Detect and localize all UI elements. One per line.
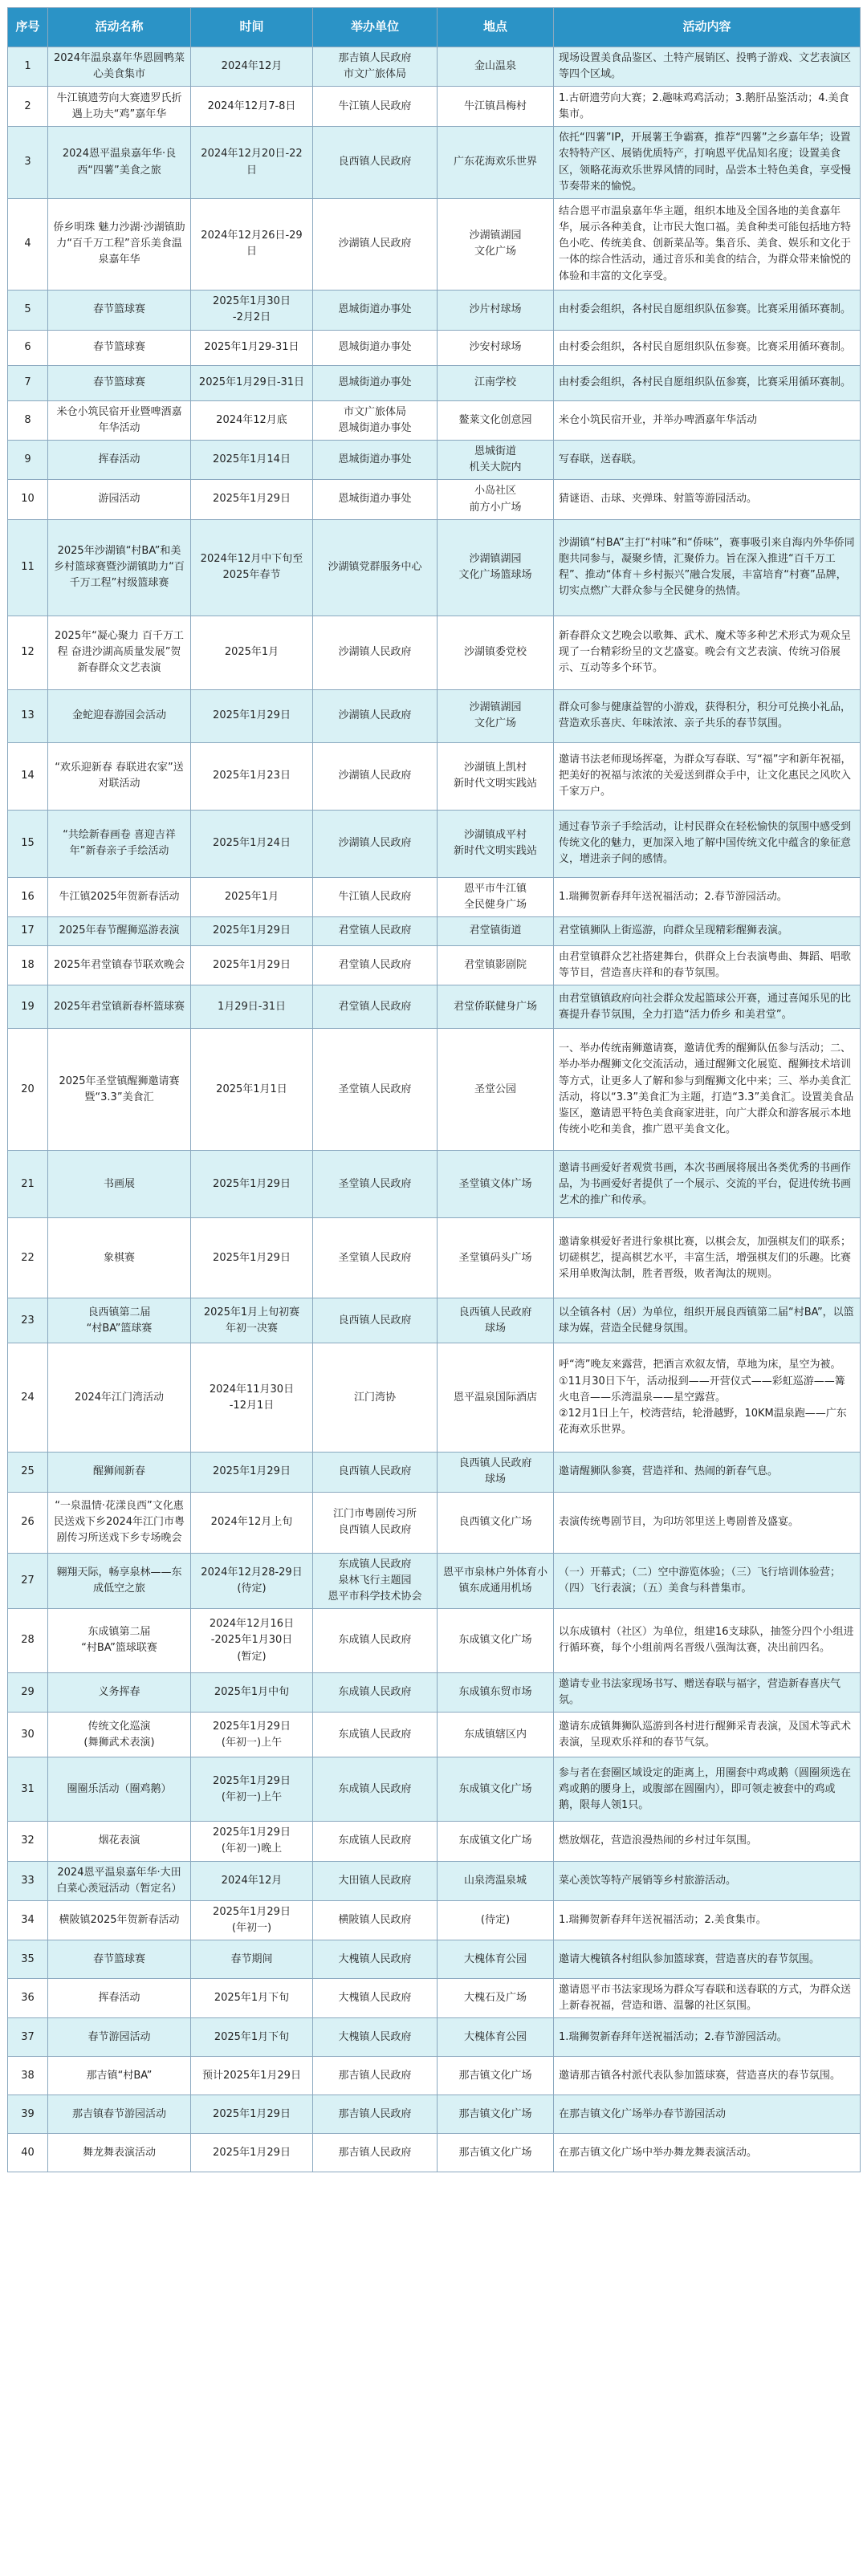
activity-content: 表演传统粤剧节目，为印坊邻里送上粤剧普及盛宴。 bbox=[554, 1492, 861, 1553]
row-index: 20 bbox=[8, 1029, 48, 1151]
location: 良西镇文化广场 bbox=[438, 1492, 554, 1553]
organizer: 君堂镇人民政府 bbox=[313, 945, 438, 985]
activity-time: 春节期间 bbox=[191, 1940, 313, 1979]
row-index: 2 bbox=[8, 87, 48, 127]
organizer: 东成镇人民政府 泉林飞行主题园 恩平市科学技术协会 bbox=[313, 1553, 438, 1608]
organizer: 恩城街道办事处 bbox=[313, 330, 438, 365]
activity-time: 2024年12月上旬 bbox=[191, 1492, 313, 1553]
organizer: 牛江镇人民政府 bbox=[313, 87, 438, 127]
location: 江南学校 bbox=[438, 365, 554, 400]
activity-name: 春节篮球赛 bbox=[48, 1940, 191, 1979]
location: 君堂镇影剧院 bbox=[438, 945, 554, 985]
table-row bbox=[8, 1151, 861, 1218]
table-row bbox=[8, 1343, 861, 1453]
activity-time: 2025年1月29日 bbox=[191, 945, 313, 985]
activity-name: 春节篮球赛 bbox=[48, 365, 191, 400]
activity-time: 2025年1月29日 bbox=[191, 1218, 313, 1298]
activity-name: 2025年沙湖镇“村BA”和美乡村篮球赛暨沙湖镇助力“百千万工程”村级篮球赛 bbox=[48, 519, 191, 616]
table-row bbox=[8, 810, 861, 877]
activity-content: 由村委会组织，各村民自愿组织队伍参赛。比赛采用循环赛制。 bbox=[554, 290, 861, 330]
table-row bbox=[8, 400, 861, 440]
organizer: 圣堂镇人民政府 bbox=[313, 1151, 438, 1218]
activity-time: 2025年1月24日 bbox=[191, 810, 313, 877]
location: 恩城街道 机关大院内 bbox=[438, 441, 554, 480]
activity-content: 呼“湾”晚友来露营，把酒言欢叙友情，草地为床，星空为被。 ①11月30日下午，活动报到——开营仪式——彩虹巡游——篝火电音——乐湾温泉——星空露营。 ②12月1日上午，校湾营结，轮滑越野，10KM温泉跑——广东花海欢乐世界。 bbox=[554, 1343, 861, 1453]
location: 良西镇人民政府 球场 bbox=[438, 1298, 554, 1343]
activity-content: 由君堂镇镇政府向社会群众发起篮球公开赛，通过喜闻乐见的比赛提升春节氛围，全力打造“活力侨乡 和美君堂”。 bbox=[554, 985, 861, 1029]
table-row bbox=[8, 1453, 861, 1492]
table-row bbox=[8, 689, 861, 742]
activity-time: 2025年1月23日 bbox=[191, 742, 313, 810]
location: 东成镇辖区内 bbox=[438, 1713, 554, 1757]
row-index: 5 bbox=[8, 290, 48, 330]
activity-content: 由村委会组织，各村民自愿组织队伍参赛。比赛采用循环赛制。 bbox=[554, 330, 861, 365]
location: 东成镇文化广场 bbox=[438, 1608, 554, 1672]
activity-content: 群众可参与健康益智的小游戏，获得积分，积分可兑换小礼品，营造欢乐喜庆、年味浓浓、亲子共乐的春节氛围。 bbox=[554, 689, 861, 742]
row-index: 23 bbox=[8, 1298, 48, 1343]
activity-content: 邀请书画爱好者观赏书画，本次书画展将展出各类优秀的书画作品，为书画爱好者提供了一个展示、交流的平台，促进传统书画艺术的推广和传承。 bbox=[554, 1151, 861, 1218]
organizer: 良西镇人民政府 bbox=[313, 1298, 438, 1343]
location: 沙湖镇成平村 新时代文明实践站 bbox=[438, 810, 554, 877]
location: 东成镇文化广场 bbox=[438, 1757, 554, 1822]
location: 沙湖镇湖园 文化广场篮球场 bbox=[438, 519, 554, 616]
activity-content: 新春群众文艺晚会以歌舞、武术、魔术等多种艺术形式为观众呈现了一台精彩纷呈的文艺盛宴。晚会有文艺表演、传统习俗展示、互动等多个环节。 bbox=[554, 616, 861, 689]
activity-name: 2025年“凝心聚力 百千万工程 奋进沙湖高质量发展”贺新春群众文艺表演 bbox=[48, 616, 191, 689]
table-row bbox=[8, 480, 861, 519]
organizer: 君堂镇人民政府 bbox=[313, 916, 438, 945]
organizer: 市文广旅体局 恩城街道办事处 bbox=[313, 400, 438, 440]
table-row bbox=[8, 1713, 861, 1757]
activity-time: 2024年12月16日 -2025年1月30日 (暂定) bbox=[191, 1608, 313, 1672]
table-row bbox=[8, 742, 861, 810]
organizer: 那吉镇人民政府 bbox=[313, 2057, 438, 2095]
organizer: 恩城街道办事处 bbox=[313, 480, 438, 519]
table-header bbox=[8, 8, 861, 47]
activity-content: 在那吉镇文化广场中举办舞龙舞表演活动。 bbox=[554, 2134, 861, 2172]
activity-name: 那吉镇“村BA” bbox=[48, 2057, 191, 2095]
organizer: 横陂镇人民政府 bbox=[313, 1900, 438, 1940]
table-row bbox=[8, 1900, 861, 1940]
organizer: 东成镇人民政府 bbox=[313, 1822, 438, 1861]
activity-name: 牛江镇遗劳向大赛遗罗氏折遇上功夫“鸡”嘉年华 bbox=[48, 87, 191, 127]
activity-time: 2025年1月29日 bbox=[191, 480, 313, 519]
activity-name: 2025年君堂镇新春杯篮球赛 bbox=[48, 985, 191, 1029]
organizer: 大田镇人民政府 bbox=[313, 1861, 438, 1900]
activity-content: 邀请象棋爱好者进行象棋比赛，以棋会友，加强棋友们的联系；切磋棋艺，提高棋艺水平，丰富生活，增强棋友们的乐趣。比赛采用单败淘汰制，胜者晋级，败者淘汰的规则。 bbox=[554, 1218, 861, 1298]
activity-time: 2025年1月29日 bbox=[191, 2095, 313, 2134]
row-index: 11 bbox=[8, 519, 48, 616]
location: 鳌莱文化创意园 bbox=[438, 400, 554, 440]
activity-content: 邀请醒狮队参赛，营造祥和、热闹的新春气息。 bbox=[554, 1453, 861, 1492]
activity-time: 2024年12月中下旬至2025年春节 bbox=[191, 519, 313, 616]
activity-name: 东成镇第二届 “村BA”篮球联赛 bbox=[48, 1608, 191, 1672]
location: 小岛社区 前方小广场 bbox=[438, 480, 554, 519]
table-row bbox=[8, 290, 861, 330]
activity-name: 侨乡明珠 魅力沙湖·沙湖镇助力“百千万工程”音乐美食温泉嘉年华 bbox=[48, 198, 191, 290]
activity-name: 传统文化巡演 (舞狮武术表演) bbox=[48, 1713, 191, 1757]
activity-content: 在那吉镇文化广场举办春节游园活动 bbox=[554, 2095, 861, 2134]
activity-content: 依托“四薯”IP，开展薯王争霸赛，推荐“四薯”之乡嘉年华；设置农特特产区、展销优质特产，打响恩平优品知名度；设置美食区，领略花海欢乐世界风情的同时，品尝本土特色美食，享受慢节奏带来的愉悦。 bbox=[554, 127, 861, 199]
location: 沙湖镇委党校 bbox=[438, 616, 554, 689]
activity-name: 良西镇第二届 “村BA”篮球赛 bbox=[48, 1298, 191, 1343]
activity-time: 2025年1月29日 (年初一)晚上 bbox=[191, 1822, 313, 1861]
table-row bbox=[8, 1822, 861, 1861]
row-index: 32 bbox=[8, 1822, 48, 1861]
activity-time: 2025年1月29-31日 bbox=[191, 330, 313, 365]
table-row bbox=[8, 1029, 861, 1151]
location: 牛江镇昌梅村 bbox=[438, 87, 554, 127]
location: 那吉镇文化广场 bbox=[438, 2134, 554, 2172]
table-row bbox=[8, 1861, 861, 1900]
table-row bbox=[8, 1979, 861, 2018]
row-index: 24 bbox=[8, 1343, 48, 1453]
activity-name: “共绘新春画卷 喜迎吉祥年”新春亲子手绘活动 bbox=[48, 810, 191, 877]
activity-content: 由君堂镇群众艺社搭建舞台，供群众上台表演粤曲、舞蹈、唱歌等节目，营造喜庆祥和的春节氛围。 bbox=[554, 945, 861, 985]
table-row bbox=[8, 616, 861, 689]
location: 东成镇东贸市场 bbox=[438, 1672, 554, 1712]
activity-name: 春节游园活动 bbox=[48, 2018, 191, 2057]
organizer: 恩城街道办事处 bbox=[313, 365, 438, 400]
table-row bbox=[8, 877, 861, 916]
table-row bbox=[8, 1672, 861, 1712]
table-row bbox=[8, 127, 861, 199]
activity-time: 2024年12月 bbox=[191, 47, 313, 87]
organizer: 沙湖镇党群服务中心 bbox=[313, 519, 438, 616]
organizer: 圣堂镇人民政府 bbox=[313, 1218, 438, 1298]
row-index: 4 bbox=[8, 198, 48, 290]
activity-name: 象棋赛 bbox=[48, 1218, 191, 1298]
table-row bbox=[8, 365, 861, 400]
organizer: 圣堂镇人民政府 bbox=[313, 1029, 438, 1151]
activity-name: 舞龙舞表演活动 bbox=[48, 2134, 191, 2172]
row-index: 6 bbox=[8, 330, 48, 365]
location: 圣堂公园 bbox=[438, 1029, 554, 1151]
location: 君堂侨联健身广场 bbox=[438, 985, 554, 1029]
activity-content: 邀请东成镇舞狮队巡游到各村进行醒狮采青表演，及国术等武术表演，呈现欢乐祥和的春节气氛。 bbox=[554, 1713, 861, 1757]
activity-name: 牛江镇2025年贺新春活动 bbox=[48, 877, 191, 916]
organizer: 沙湖镇人民政府 bbox=[313, 198, 438, 290]
activity-name: 横陂镇2025年贺新春活动 bbox=[48, 1900, 191, 1940]
table-row bbox=[8, 1218, 861, 1298]
activity-time: 2025年1月上旬初赛 年初一决赛 bbox=[191, 1298, 313, 1343]
row-index: 28 bbox=[8, 1608, 48, 1672]
organizer: 东成镇人民政府 bbox=[313, 1757, 438, 1822]
location: 君堂镇街道 bbox=[438, 916, 554, 945]
table-row bbox=[8, 2057, 861, 2095]
row-index: 35 bbox=[8, 1940, 48, 1979]
activity-name: 挥春活动 bbox=[48, 441, 191, 480]
activity-time: 2025年1月1日 bbox=[191, 1029, 313, 1151]
activity-content: 菜心羡饮等特产展销等乡村旅游活动。 bbox=[554, 1861, 861, 1900]
header-index: 序号 bbox=[8, 8, 48, 47]
table-row bbox=[8, 47, 861, 87]
activity-time: 预计2025年1月29日 bbox=[191, 2057, 313, 2095]
activity-name: “欢乐迎新春 春联进农家”送对联活动 bbox=[48, 742, 191, 810]
activity-name: 义务挥春 bbox=[48, 1672, 191, 1712]
location: 金山温泉 bbox=[438, 47, 554, 87]
location: 沙湖镇湖园 文化广场 bbox=[438, 198, 554, 290]
row-index: 15 bbox=[8, 810, 48, 877]
table-row bbox=[8, 1553, 861, 1608]
activity-time: 2024年12月7-8日 bbox=[191, 87, 313, 127]
location: 大槐体育公园 bbox=[438, 1940, 554, 1979]
organizer: 那吉镇人民政府 bbox=[313, 2095, 438, 2134]
activity-time: 2025年1月29日 (年初一) bbox=[191, 1900, 313, 1940]
location: 恩平市牛江镇 全民健身广场 bbox=[438, 877, 554, 916]
activity-name: 米仓小筑民宿开业暨啤酒嘉年华活动 bbox=[48, 400, 191, 440]
activity-name: 金蛇迎春游园会活动 bbox=[48, 689, 191, 742]
activity-content: 1.瑞狮贺新春拜年送祝福活动；2.春节游园活动。 bbox=[554, 877, 861, 916]
table-row bbox=[8, 1608, 861, 1672]
activity-time: 2024年12月28-29日 (待定) bbox=[191, 1553, 313, 1608]
location: 沙片村球场 bbox=[438, 290, 554, 330]
activity-name: 春节篮球赛 bbox=[48, 290, 191, 330]
organizer: 沙湖镇人民政府 bbox=[313, 616, 438, 689]
organizer: 良西镇人民政府 bbox=[313, 1453, 438, 1492]
organizer: 牛江镇人民政府 bbox=[313, 877, 438, 916]
row-index: 39 bbox=[8, 2095, 48, 2134]
table-row bbox=[8, 198, 861, 290]
activity-name: 2025年君堂镇春节联欢晚会 bbox=[48, 945, 191, 985]
table-row bbox=[8, 441, 861, 480]
row-index: 17 bbox=[8, 916, 48, 945]
activity-time: 2025年1月29日 (年初一)上午 bbox=[191, 1713, 313, 1757]
activity-time: 1月29日-31日 bbox=[191, 985, 313, 1029]
organizer: 良西镇人民政府 bbox=[313, 127, 438, 199]
activity-content: 一、举办传统南狮邀请赛，邀请优秀的醒狮队伍参与活动；二、举办举办醒狮文化交流活动，通过醒狮文化展览、醒狮技术培训等方式，让更多人了解和参与到醒狮文化中来；三、举办美食汇活动，将以“3.3”美食汇为主题，打造“3.3”美食汇。设置美食品鉴区，邀请恩平特色美食商家进驻，向广大群众和游客展示本地传统小吃和美食，推广恩平美食文化。 bbox=[554, 1029, 861, 1151]
row-index: 22 bbox=[8, 1218, 48, 1298]
activity-content: 由村委会组织，各村民自愿组织队伍参赛，比赛采用循环赛制。 bbox=[554, 365, 861, 400]
organizer: 江门市粤剧传习所 良西镇人民政府 bbox=[313, 1492, 438, 1553]
activity-name: 游园活动 bbox=[48, 480, 191, 519]
activity-content: 1.古研遗劳向大赛；2.趣味鸡鸡活动；3.鹅肝品鉴活动；4.美食集市。 bbox=[554, 87, 861, 127]
table-row bbox=[8, 1492, 861, 1553]
table-row bbox=[8, 1298, 861, 1343]
row-index: 29 bbox=[8, 1672, 48, 1712]
organizer: 大槐镇人民政府 bbox=[313, 1979, 438, 2018]
activity-name: 醒狮闹新春 bbox=[48, 1453, 191, 1492]
row-index: 31 bbox=[8, 1757, 48, 1822]
location: 山泉湾温泉城 bbox=[438, 1861, 554, 1900]
table-row bbox=[8, 330, 861, 365]
activity-content: （一）开幕式；（二）空中游览体验；（三）飞行培训体验营；（四）飞行表演；（五）美食与科普集市。 bbox=[554, 1553, 861, 1608]
activity-time: 2025年1月29日 bbox=[191, 2134, 313, 2172]
activity-time: 2025年1月29日 bbox=[191, 1151, 313, 1218]
activity-content: 邀请专业书法家现场书写、赠送春联与福字，营造新春喜庆气氛。 bbox=[554, 1672, 861, 1712]
activity-name: 春节篮球赛 bbox=[48, 330, 191, 365]
location: 大槐石及广场 bbox=[438, 1979, 554, 2018]
row-index: 26 bbox=[8, 1492, 48, 1553]
activity-content: 参与者在套圈区域设定的距离上，用圈套中鸡或鹅（圆圈须选在鸡或鹅的腰身上，或腹部在圆圈内），即可领走被套中的鸡或鹅，限每人领1只。 bbox=[554, 1757, 861, 1822]
activity-content: 邀请那吉镇各村派代表队参加篮球赛，营造喜庆的春节氛围。 bbox=[554, 2057, 861, 2095]
table-row bbox=[8, 1940, 861, 1979]
row-index: 1 bbox=[8, 47, 48, 87]
table-row bbox=[8, 916, 861, 945]
activity-name: 挥春活动 bbox=[48, 1979, 191, 2018]
row-index: 19 bbox=[8, 985, 48, 1029]
activity-name: 2025年春节醒狮巡游表演 bbox=[48, 916, 191, 945]
activity-name: 书画展 bbox=[48, 1151, 191, 1218]
activity-time: 2024年12月 bbox=[191, 1861, 313, 1900]
activity-content: 以全镇各村（居）为单位，组织开展良西镇第二届“村BA”，以篮球为媒，营造全民健身氛围。 bbox=[554, 1298, 861, 1343]
activity-time: 2025年1月 bbox=[191, 877, 313, 916]
location: 恩平温泉国际酒店 bbox=[438, 1343, 554, 1453]
activity-time: 2025年1月29日 bbox=[191, 916, 313, 945]
table-row bbox=[8, 2095, 861, 2134]
organizer: 大槐镇人民政府 bbox=[313, 2018, 438, 2057]
row-index: 10 bbox=[8, 480, 48, 519]
location: 沙安村球场 bbox=[438, 330, 554, 365]
activity-time: 2025年1月下旬 bbox=[191, 2018, 313, 2057]
organizer: 恩城街道办事处 bbox=[313, 441, 438, 480]
header-organizer: 举办单位 bbox=[313, 8, 438, 47]
activity-time: 2025年1月29日 bbox=[191, 689, 313, 742]
row-index: 38 bbox=[8, 2057, 48, 2095]
activity-time: 2025年1月29日 (年初一)上午 bbox=[191, 1757, 313, 1822]
location: 广东花海欢乐世界 bbox=[438, 127, 554, 199]
row-index: 16 bbox=[8, 877, 48, 916]
table-row bbox=[8, 519, 861, 616]
organizer: 君堂镇人民政府 bbox=[313, 985, 438, 1029]
location: 那吉镇文化广场 bbox=[438, 2095, 554, 2134]
activity-name: 2025年圣堂镇醒狮邀请赛暨“3.3”美食汇 bbox=[48, 1029, 191, 1151]
organizer: 沙湖镇人民政府 bbox=[313, 689, 438, 742]
organizer: 大槐镇人民政府 bbox=[313, 1940, 438, 1979]
header-location: 地点 bbox=[438, 8, 554, 47]
activity-time: 2025年1月中旬 bbox=[191, 1672, 313, 1712]
location: 圣堂镇文体广场 bbox=[438, 1151, 554, 1218]
row-index: 37 bbox=[8, 2018, 48, 2057]
table-row bbox=[8, 945, 861, 985]
organizer: 沙湖镇人民政府 bbox=[313, 810, 438, 877]
header-activity-name: 活动名称 bbox=[48, 8, 191, 47]
activity-content: 沙湖镇“村BA”主打“村味”和“侨味”，赛事吸引来自海内外华侨同胞共同参与，凝聚乡情，汇聚侨力。旨在深入推进“百千万工程”、推动“体育＋乡村振兴”融合发展，丰富培育“村赛”品牌，切实点燃广大群众参与全民健身的热情。 bbox=[554, 519, 861, 616]
row-index: 12 bbox=[8, 616, 48, 689]
activity-name: “一泉温情·花漾良西”文化惠民送戏下乡2024年江门市粤剧传习所送戏下乡专场晚会 bbox=[48, 1492, 191, 1553]
row-index: 25 bbox=[8, 1453, 48, 1492]
organizer: 东成镇人民政府 bbox=[313, 1672, 438, 1712]
row-index: 3 bbox=[8, 127, 48, 199]
table-row bbox=[8, 1757, 861, 1822]
row-index: 8 bbox=[8, 400, 48, 440]
activity-name: 圈圈乐活动（圈鸡鹅） bbox=[48, 1757, 191, 1822]
organizer: 沙湖镇人民政府 bbox=[313, 742, 438, 810]
activity-name: 2024年江门湾活动 bbox=[48, 1343, 191, 1453]
table-row bbox=[8, 2134, 861, 2172]
row-index: 40 bbox=[8, 2134, 48, 2172]
activity-content: 结合恩平市温泉嘉年华主题，组织本地及全国各地的美食嘉年华，展示各种美食，让市民大饱口福。美食种类可能包括地方特色小吃、传统美食、创新菜品等。集音乐、美食、娱乐和文化于一体的综合性活动，通过音乐和美食的结合，为群众带来愉悦的体验和丰富的文化享受。 bbox=[554, 198, 861, 290]
activity-name: 烟花表演 bbox=[48, 1822, 191, 1861]
activity-content: 通过春节亲子手绘活动，让村民群众在轻松愉快的氛围中感受到传统文化的魅力，更加深入地了解中国传统文化中蕴含的象征意义，增进亲子间的感情。 bbox=[554, 810, 861, 877]
table-row bbox=[8, 985, 861, 1029]
activity-table bbox=[7, 7, 861, 2172]
row-index: 14 bbox=[8, 742, 48, 810]
activity-content: 1.瑞狮贺新春拜年送祝福活动；2.美食集市。 bbox=[554, 1900, 861, 1940]
activity-time: 2024年11月30日 -12月1日 bbox=[191, 1343, 313, 1453]
organizer: 那吉镇人民政府 bbox=[313, 2134, 438, 2172]
activity-content: 燃放烟花，营造浪漫热闹的乡村过年氛围。 bbox=[554, 1822, 861, 1861]
location: 恩平市泉林户外体育小镇东成通用机场 bbox=[438, 1553, 554, 1608]
activity-content: 现场设置美食品鉴区、土特产展销区、投鸭子游戏、文艺表演区等四个区域。 bbox=[554, 47, 861, 87]
header-row bbox=[8, 8, 861, 47]
activity-content: 以东成镇村（社区）为单位，组建16支球队，抽签分四个小组进行循环赛，每个小组前两名晋级八强淘汰赛，决出前四名。 bbox=[554, 1608, 861, 1672]
activity-content: 写春联，送春联。 bbox=[554, 441, 861, 480]
table-row bbox=[8, 87, 861, 127]
activity-time: 2025年1月29日 bbox=[191, 1453, 313, 1492]
activity-content: 米仓小筑民宿开业，并举办啤酒嘉年华活动 bbox=[554, 400, 861, 440]
organizer: 恩城街道办事处 bbox=[313, 290, 438, 330]
table-row bbox=[8, 2018, 861, 2057]
location: 沙湖镇上凯村 新时代文明实践站 bbox=[438, 742, 554, 810]
row-index: 21 bbox=[8, 1151, 48, 1218]
activity-name: 翱翔天际，畅享泉林——东成低空之旅 bbox=[48, 1553, 191, 1608]
activity-name: 2024年温泉嘉年华恩圆鸭菜心美食集市 bbox=[48, 47, 191, 87]
activity-time: 2025年1月30日 -2月2日 bbox=[191, 290, 313, 330]
location: 良西镇人民政府 球场 bbox=[438, 1453, 554, 1492]
table-body bbox=[8, 47, 861, 2172]
activity-content: 邀请恩平市书法家现场为群众写春联和送春联的方式，为群众送上新春祝福，营造和谐、温馨的社区氛围。 bbox=[554, 1979, 861, 2018]
activity-time: 2025年1月下旬 bbox=[191, 1979, 313, 2018]
activity-content: 猜谜语、击球、夹弹珠、射篮等游园活动。 bbox=[554, 480, 861, 519]
organizer: 东成镇人民政府 bbox=[313, 1608, 438, 1672]
activity-content: 1.瑞狮贺新春拜年送祝福活动；2.春节游园活动。 bbox=[554, 2018, 861, 2057]
activity-content: 君堂镇狮队上街巡游，向群众呈现精彩醒狮表演。 bbox=[554, 916, 861, 945]
row-index: 7 bbox=[8, 365, 48, 400]
activity-name: 那吉镇春节游园活动 bbox=[48, 2095, 191, 2134]
location: 那吉镇文化广场 bbox=[438, 2057, 554, 2095]
activity-time: 2024年12月20日-22日 bbox=[191, 127, 313, 199]
location: 沙湖镇湖园 文化广场 bbox=[438, 689, 554, 742]
activity-name: 2024恩平温泉嘉年华·大田白菜心羡冠活动（暂定名） bbox=[48, 1861, 191, 1900]
activity-time: 2025年1月29日-31日 bbox=[191, 365, 313, 400]
row-index: 9 bbox=[8, 441, 48, 480]
organizer: 那吉镇人民政府 市文广旅体局 bbox=[313, 47, 438, 87]
activity-time: 2024年12月26日-29日 bbox=[191, 198, 313, 290]
header-content: 活动内容 bbox=[554, 8, 861, 47]
location: 大槐体育公园 bbox=[438, 2018, 554, 2057]
activity-name: 2024恩平温泉嘉年华·良西“四薯”美食之旅 bbox=[48, 127, 191, 199]
row-index: 30 bbox=[8, 1713, 48, 1757]
row-index: 36 bbox=[8, 1979, 48, 2018]
location: 圣堂镇码头广场 bbox=[438, 1218, 554, 1298]
header-time: 时间 bbox=[191, 8, 313, 47]
row-index: 27 bbox=[8, 1553, 48, 1608]
location: (待定) bbox=[438, 1900, 554, 1940]
activity-content: 邀请书法老师现场挥毫，为群众写春联、写“福”字和新年祝福，把美好的祝福与浓浓的关爱送到群众手中，让文化惠民之风吹入千家万户。 bbox=[554, 742, 861, 810]
activity-time: 2024年12月底 bbox=[191, 400, 313, 440]
row-index: 33 bbox=[8, 1861, 48, 1900]
activity-content: 邀请大槐镇各村组队参加篮球赛，营造喜庆的春节氛围。 bbox=[554, 1940, 861, 1979]
activity-time: 2025年1月 bbox=[191, 616, 313, 689]
organizer: 东成镇人民政府 bbox=[313, 1713, 438, 1757]
location: 东成镇文化广场 bbox=[438, 1822, 554, 1861]
row-index: 34 bbox=[8, 1900, 48, 1940]
row-index: 18 bbox=[8, 945, 48, 985]
activity-time: 2025年1月14日 bbox=[191, 441, 313, 480]
organizer: 江门湾协 bbox=[313, 1343, 438, 1453]
row-index: 13 bbox=[8, 689, 48, 742]
